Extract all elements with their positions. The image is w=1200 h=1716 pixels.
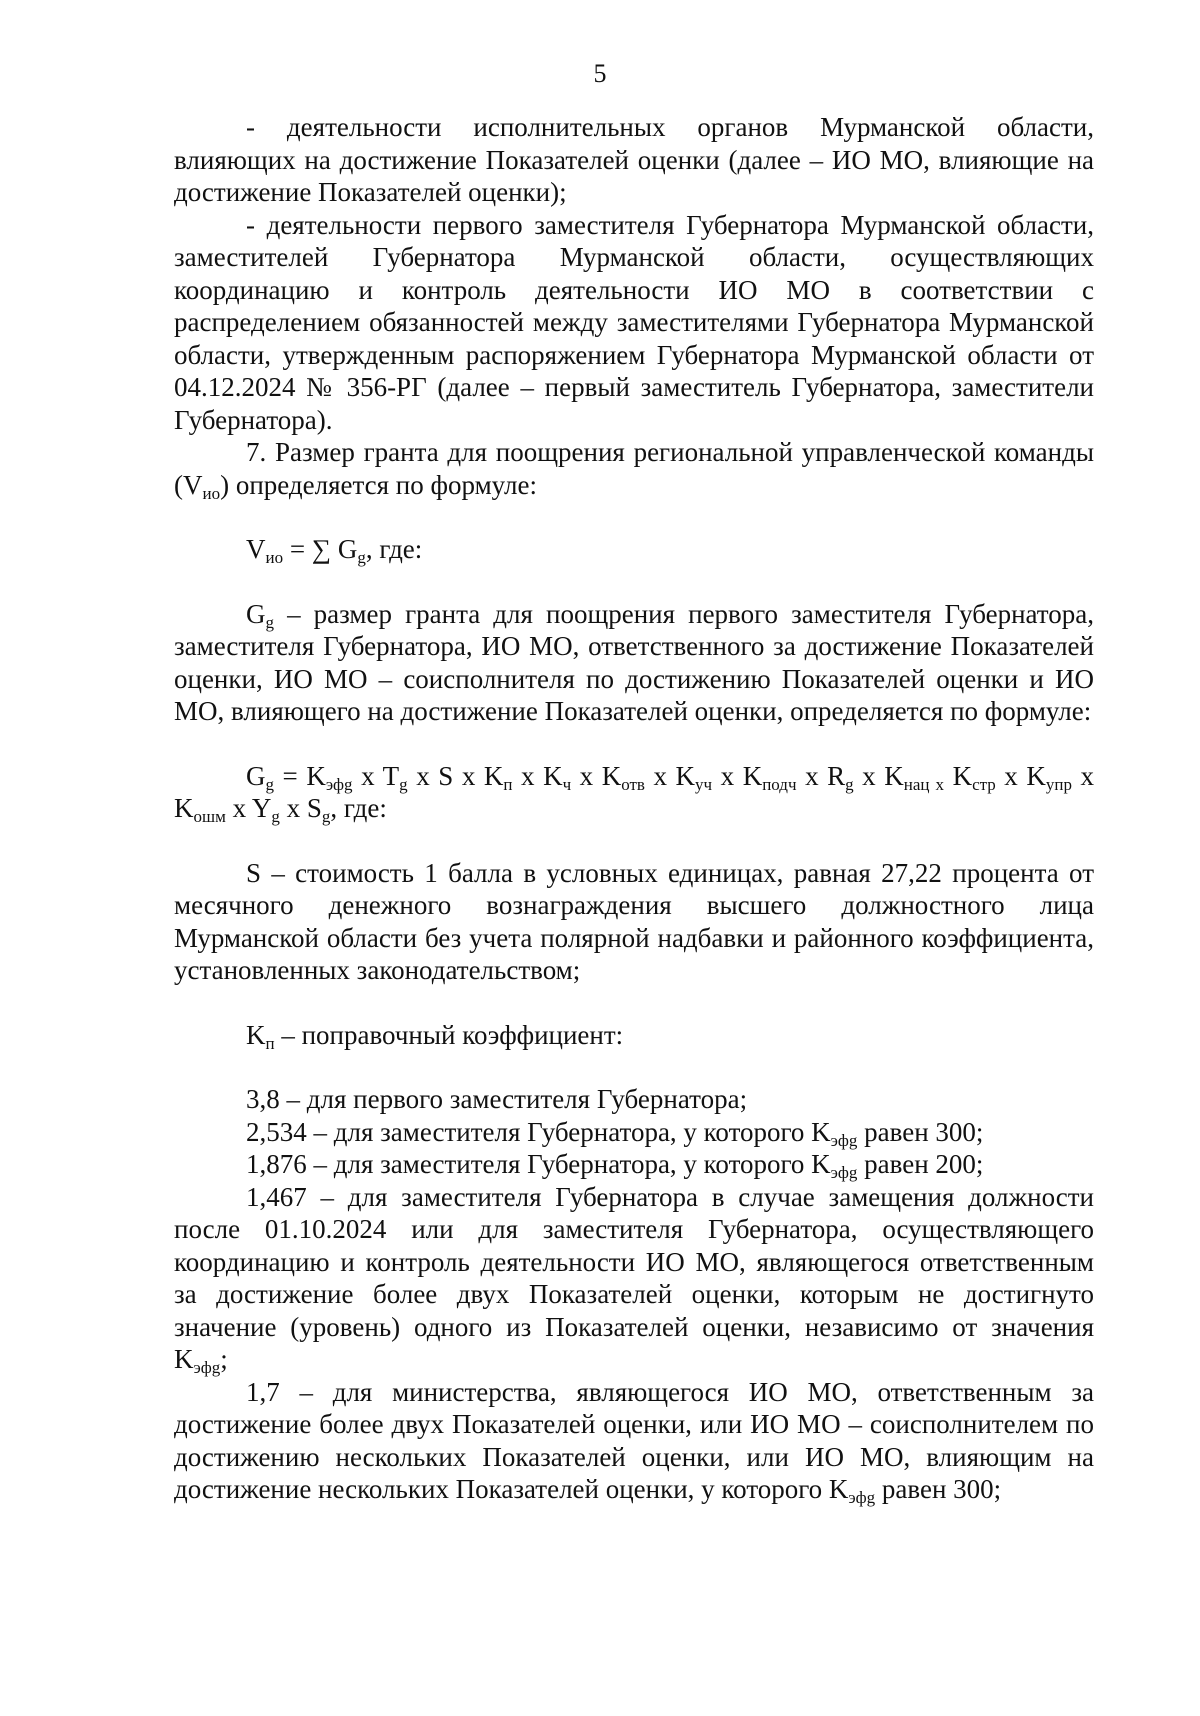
formula-symbol: x R xyxy=(796,760,846,791)
paragraph-coef-1-876 xyxy=(174,1148,1094,1181)
paragraph-text: 1,467 – для заместителя Губернатора в случае замещения должности после 01.10.2024 или для заместителя Губернатора, осуществляющего координацию и контроль деятельности ИО МО, являющегося ответственным за достижение более двух Показателей оценки, которым не достигнуто значение (уровень) одного из Показателей оценки, независимо от значения K xyxy=(174,1181,1094,1374)
paragraph-text: равен 200; xyxy=(857,1149,984,1179)
subscript: эфg xyxy=(830,1130,858,1150)
paragraph-coef-3-8: 3,8 – для первого заместителя Губернатора; xyxy=(246,1084,748,1114)
paragraph-text: ) определяется по формуле: xyxy=(220,469,537,500)
formula-text: , где: xyxy=(365,534,423,564)
document-body xyxy=(174,111,1094,1506)
paragraph-text: равен 300; xyxy=(857,1116,984,1147)
subscript: g xyxy=(399,774,408,794)
subscript: g xyxy=(357,548,366,567)
formula-symbol: x K xyxy=(571,760,622,791)
subscript: ошм xyxy=(193,807,226,826)
paragraph-coef-2-534 xyxy=(174,1116,1094,1149)
paragraph-coef-1-7 xyxy=(174,1376,1094,1506)
formula-symbol: G xyxy=(246,760,266,791)
formula-symbol: = K xyxy=(274,760,326,791)
formula-symbol: x K xyxy=(995,760,1046,791)
subscript: упр xyxy=(1045,774,1072,794)
paragraph-gg-definition xyxy=(174,598,1094,728)
subscript: ио xyxy=(265,548,284,567)
paragraph-io-mo-activities: - деятельности исполнительных органов Мурманской области, влияющих на достижение Показателей оценки (далее – ИО МО, влияющие на достижение Показателей оценки); xyxy=(174,112,1094,207)
paragraph-s-definition: S – стоимость 1 балла в условных единицах, равная 27,22 процента от месячного денежного вознаграждения высшего должностного лица Мурманской области без учета полярной надбавки и районного коэффициента, установленных законодательством; xyxy=(174,857,1094,985)
paragraph-text: – поправочный коэффициент: xyxy=(274,1019,624,1050)
paragraph-grant-size xyxy=(174,436,1094,501)
page-number: 5 xyxy=(593,59,607,88)
formula-symbol: G xyxy=(246,598,266,629)
paragraph-text: равен 300; xyxy=(875,1474,1002,1504)
paragraph-text: 7. Размер гранта для поощрения региональной управленческой команды (V xyxy=(174,437,1094,500)
formula-symbol: = ∑ G xyxy=(283,534,358,564)
formula-v-io xyxy=(174,533,1094,566)
subscript: п xyxy=(503,774,513,794)
paragraph-text: ; xyxy=(220,1344,228,1374)
formula-symbol: x K xyxy=(512,760,563,791)
formula-symbol: K xyxy=(944,760,973,791)
formula-symbol: x K xyxy=(712,760,763,791)
paragraph-text: 1,7 – для министерства, являющегося ИО МО, ответственным за достижение более двух Показателей оценки, или ИО МО – соисполнителем по достижению нескольких Показателей оценки, или ИО МО, влияющим на достижение нескольких Показателей оценки, у которого K xyxy=(174,1376,1094,1504)
paragraph-text: – размер гранта для поощрения первого заместителя Губернатора, заместителя Губернатора, ИО МО, ответственного за достижение Показателей оценки, ИО МО – соисполнителя по достижению Показателей оценки и ИО МО, влияющего на достижение Показателей оценки, определяется по формуле: xyxy=(174,598,1094,726)
subscript: g xyxy=(271,807,280,826)
subscript: эфg xyxy=(848,1488,876,1507)
formula-symbol: x T xyxy=(352,760,400,791)
paragraph-deputy-governors: - деятельности первого заместителя Губернатора Мурманской области, заместителей Губернатора Мурманской области, осуществляющих координацию и контроль деятельности ИО МО в соответствии с распределением обязанностей между заместителями Губернатора Мурманской области, утвержденным распоряжением Губернатора Мурманской области от 04.12.2024 № 356-РГ (далее – первый заместитель Губернатора, заместители Губернатора). xyxy=(174,209,1094,435)
formula-symbol: x K xyxy=(174,760,1094,823)
subscript: эфg xyxy=(325,774,353,794)
subscript: стр xyxy=(972,774,996,794)
subscript: g xyxy=(321,807,331,826)
paragraph-coef-1-467 xyxy=(174,1181,1094,1376)
subscript: ио xyxy=(202,483,221,503)
formula-symbol: x K xyxy=(853,760,904,791)
subscript: отв xyxy=(621,774,645,794)
subscript: нац x xyxy=(903,774,945,794)
subscript: эфg xyxy=(193,1358,221,1377)
paragraph-kp-definition xyxy=(174,1019,1094,1052)
formula-symbol: x Y xyxy=(225,793,272,823)
formula-symbol: x S x K xyxy=(407,760,504,791)
paragraph-text: 2,534 – для заместителя Губернатора, у которого K xyxy=(246,1116,831,1147)
formula-symbol: x S xyxy=(279,793,322,823)
subscript: ч xyxy=(562,774,572,794)
subscript: подч xyxy=(762,774,797,794)
formula-gg xyxy=(174,760,1094,825)
formula-symbol: V xyxy=(246,534,266,564)
paragraph-text: 1,876 – для заместителя Губернатора, у которого K xyxy=(246,1149,831,1179)
subscript: эфg xyxy=(830,1163,858,1182)
formula-symbol: K xyxy=(246,1019,266,1050)
subscript: g xyxy=(265,774,274,794)
subscript: g xyxy=(845,774,854,794)
subscript: п xyxy=(265,1033,275,1053)
subscript: уч xyxy=(695,774,713,794)
formula-text: , где: xyxy=(330,793,387,823)
formula-symbol: x K xyxy=(644,760,696,791)
subscript: g xyxy=(265,612,274,632)
